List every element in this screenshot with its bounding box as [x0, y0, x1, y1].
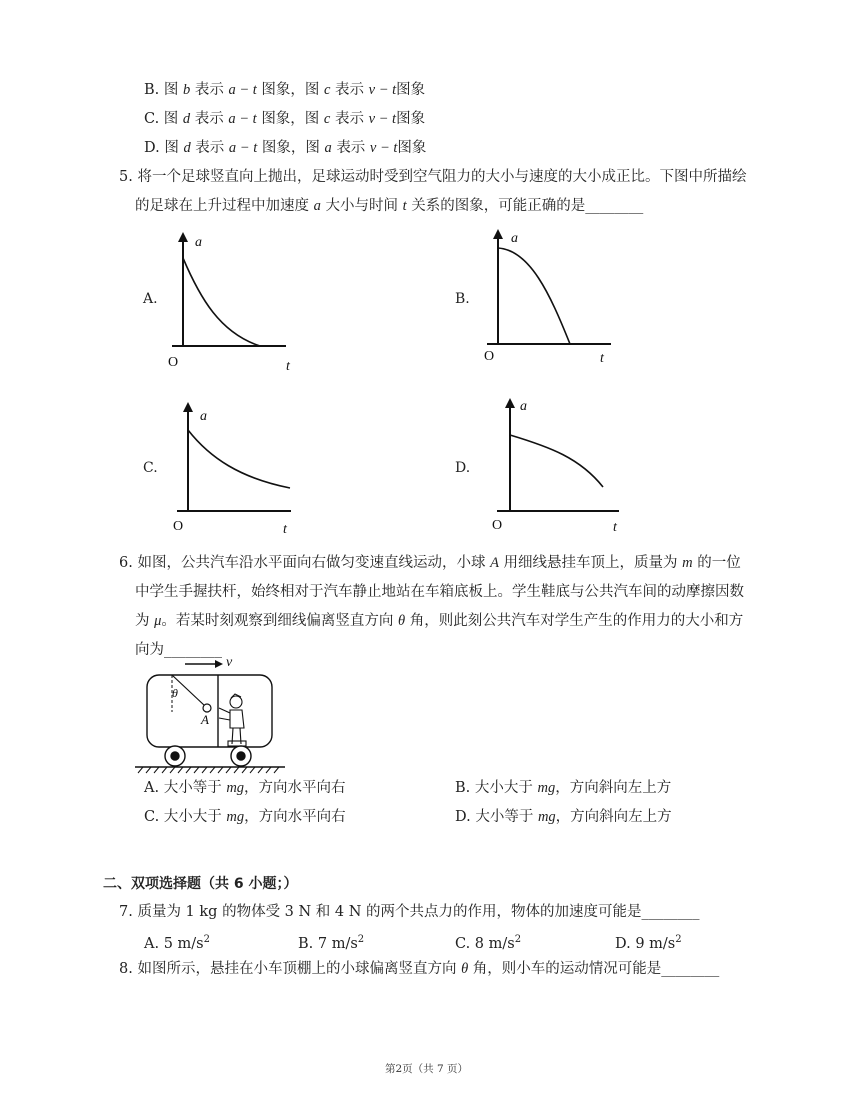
- origin-label: O: [173, 519, 184, 534]
- concave-curve: [498, 248, 570, 344]
- q6-bus-figure: [130, 650, 290, 775]
- q7-option-d: D. 9 $m/s^2$: [615, 934, 682, 952]
- q8-stem: 8. 如图所示，悬挂在小车顶棚上的小球偏离竖直方向 θ 角，则小车的运动情况可能是________: [119, 961, 720, 977]
- q7-stem: 7. 质量为 1 kg 的物体受 3 N 和 4 N 的两个共点力的作用，物体的加速度可能是________: [119, 904, 700, 920]
- wheel-right: [231, 746, 251, 766]
- y-axis-arrow: [493, 229, 503, 239]
- q6-stem-line1: 6. 如图，公共汽车沿水平面向右做匀变速直线运动，小球 A 用细线悬挂车顶上，质量为 m 的一位: [119, 555, 741, 571]
- y-axis-arrow: [178, 232, 188, 242]
- q5-graph-c: [165, 398, 305, 538]
- q6-option-b: B. 大小大于 mg，方向斜向左上方: [455, 780, 672, 796]
- velocity-arrow-head: [215, 660, 223, 668]
- q5-stem-line1: 5. 将一个足球竖直向上抛出，足球运动时受到空气阻力的大小与速度的大小成正比。下图中所描绘: [119, 169, 747, 185]
- concave-curve: [510, 435, 603, 487]
- wheel-left: [165, 746, 185, 766]
- q6-stem-line3: 为 μ。若某时刻观察到细线偏离竖直方向 θ 角，则此刻公共汽车对学生产生的作用力的大小和方: [135, 613, 744, 629]
- y-axis-label: a: [511, 231, 518, 246]
- student-icon: [219, 694, 246, 746]
- q7-option-b: B. 7 $m/s^2$: [298, 934, 365, 952]
- q4-option-b: B. 图 b 表示 a − t 图象，图 c 表示 v − t图象: [144, 82, 426, 98]
- q6-option-c: C. 大小大于 mg，方向水平向右: [144, 809, 346, 825]
- section-title: 二、双项选择题（共 6 小题；）: [103, 876, 298, 892]
- q5-graph-a: [160, 228, 300, 378]
- decay-curve: [188, 430, 290, 488]
- q7-option-c: C. 8 $m/s^2$: [455, 934, 522, 952]
- q6-stem-line4: 向为________: [135, 642, 222, 658]
- q6-stem-line2: 中学生手握扶杆，始终相对于汽车静止地站在车箱底板上。学生鞋底与公共汽车间的动摩擦因数: [135, 584, 744, 600]
- y-axis-arrow: [505, 398, 515, 408]
- x-axis-label: t: [600, 351, 604, 366]
- origin-label: O: [484, 349, 495, 364]
- q5-graph-b: [475, 224, 625, 374]
- ground-hatching: [138, 767, 279, 773]
- x-axis-label: t: [286, 359, 290, 374]
- decay-curve: [183, 258, 260, 346]
- x-axis-label: t: [613, 520, 617, 535]
- x-axis-label: t: [283, 522, 287, 537]
- ball-label: A: [201, 712, 209, 727]
- ball-a: [203, 704, 211, 712]
- q5-stem-line2: 的足球在上升过程中加速度 a 大小与时间 t 关系的图象，可能正确的是________: [135, 198, 644, 214]
- y-axis-label: a: [520, 399, 527, 414]
- q6-option-d: D. 大小等于 mg，方向斜向左上方: [455, 809, 672, 825]
- y-axis-label: a: [195, 235, 202, 250]
- q5-option-d-label: D.: [455, 460, 471, 476]
- q5-option-c-label: C.: [143, 460, 158, 476]
- q5-graph-d: [485, 392, 635, 537]
- y-axis-arrow: [183, 402, 193, 412]
- q4-option-d: D. 图 d 表示 a − t 图象，图 a 表示 v − t图象: [144, 140, 427, 156]
- q5-option-a-label: A.: [143, 291, 158, 307]
- angle-label: θ: [172, 686, 178, 700]
- q6-option-a: A. 大小等于 mg，方向水平向右: [144, 780, 346, 796]
- q5-option-b-label: B.: [455, 291, 470, 307]
- origin-label: O: [492, 518, 503, 533]
- y-axis-label: a: [200, 409, 207, 424]
- q4-option-c: C. 图 d 表示 a − t 图象，图 c 表示 v − t图象: [144, 111, 426, 127]
- velocity-label: v: [226, 655, 233, 670]
- origin-label: O: [168, 355, 179, 370]
- page-footer: 第2页（共 7 页）: [385, 1063, 469, 1075]
- q7-option-a: A. 5 $m/s^2$: [144, 934, 210, 952]
